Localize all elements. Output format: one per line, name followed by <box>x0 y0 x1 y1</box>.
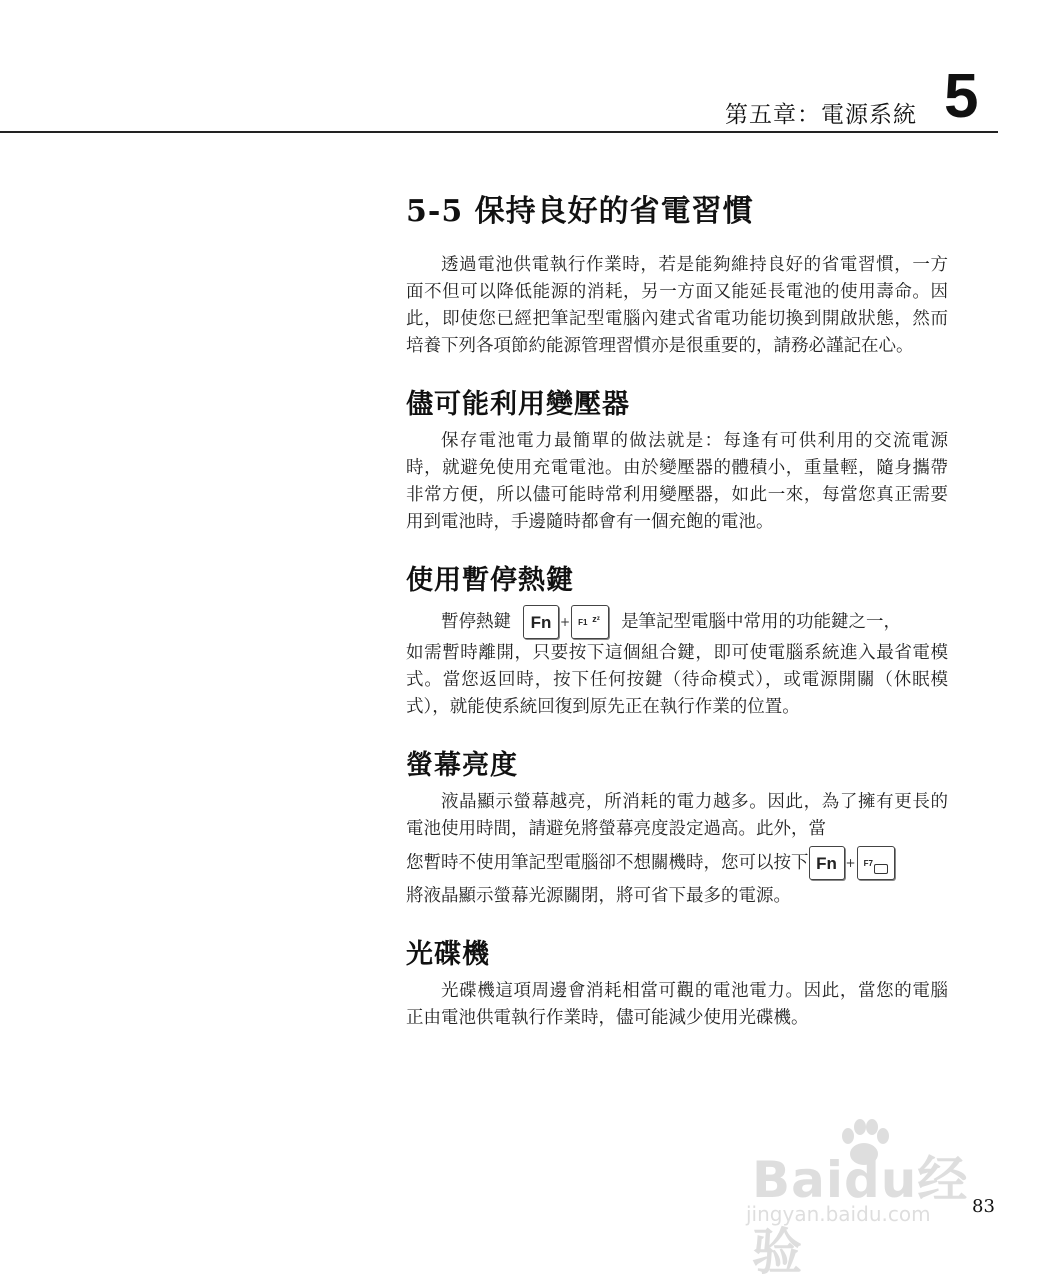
brightness-text-rest: 將液晶顯示螢幕光源關閉，將可省下最多的電源。 <box>406 886 791 906</box>
sleep-zz-icon: zᶻ <box>592 614 601 624</box>
fn-key-label: Fn <box>816 853 837 873</box>
brightness-key-line <box>406 843 948 883</box>
hotkey-text-rest: 如需暫時離開，只要按下這個組合鍵，即可使電腦系統進入最省電模式。當您返回時，按下任何按鍵（待命模式），或電源開關（休眠模式），就能使系統回復到原先正在執行作業的位置。 <box>406 643 948 717</box>
hotkey-line <box>406 604 948 640</box>
subsection-body-adapter: 保存電池電力最簡單的做法就是：每逢有可供利用的交流電源時，就避免使用充電電池。由於變壓器的體積小，重量輕，隨身攜帶非常方便，所以儘可能時常利用變壓器，如此一來，每當您真正需要用到電池時，手邊隨時都會有一個充飽的電池。 <box>406 431 948 532</box>
section-intro: 透過電池供電執行作業時，若是能夠維持良好的省電習慣，一方面不但可以降低能源的消耗，另一方面又能延長電池的使用壽命。因此，即使您已經把筆記型電腦內建式省電功能切換到開啟狀態，然而培養下列各項節約能源管理習慣亦是很重要的，請務必謹記在心。 <box>406 255 948 356</box>
section-title: 5-5 保持良好的省電習慣 <box>406 194 754 229</box>
fn-key-icon <box>523 605 559 639</box>
subsection-body-brightness <box>406 789 948 910</box>
subsection-title-suspend-hotkey: 使用暫停熱鍵 <box>406 565 574 596</box>
chapter-number: 5 <box>944 62 979 131</box>
fn-key-label: Fn <box>530 612 552 632</box>
brightness-text-before: 液晶顯示螢幕越亮，所消耗的電力越多。因此，為了擁有更長的電池使用時間，請避免將螢幕亮度設定過高。此外，當 <box>406 792 948 839</box>
subsection-title-optical-drive: 光碟機 <box>406 939 490 970</box>
f7-display-off-key-icon <box>857 846 895 880</box>
baidu-watermark <box>738 1120 998 1281</box>
subsection-title-adapter: 儘可能利用變壓器 <box>406 389 630 420</box>
subsection-body-optical-drive: 光碟機這項周邊會消耗相當可觀的電池電力。因此，當您的電腦正由電池供電執行作業時，儘可能減少使用光碟機。 <box>406 981 948 1028</box>
subsection-title-brightness: 螢幕亮度 <box>406 750 518 781</box>
f1-sleep-key-icon <box>571 605 609 639</box>
fn-key-icon <box>809 846 845 880</box>
plus-sign: + <box>560 614 571 629</box>
page-content <box>406 186 948 1058</box>
subsection-body-suspend-hotkey <box>406 604 948 721</box>
hotkey-text-after: 是筆記型電腦中常用的功能鍵之一， <box>621 611 902 632</box>
f1-key-label: F1 <box>578 618 588 627</box>
page-number: 83 <box>972 1196 995 1217</box>
brightness-text-line3: 您暫時不使用筆記型電腦卻不想關機時，您可以按下 <box>406 852 809 873</box>
f7-key-label: F7 <box>863 859 873 868</box>
monitor-icon <box>874 864 888 874</box>
watermark-sub: jingyan.baidu.com <box>746 1202 931 1226</box>
hotkey-text-before: 暫停熱鍵 <box>441 611 511 632</box>
page-header <box>0 0 1057 140</box>
watermark-main: Baidu经验 <box>752 1151 969 1281</box>
plus-sign: + <box>845 855 856 870</box>
chapter-title: 第五章：電源系統 <box>725 102 917 128</box>
header-rule <box>0 131 998 133</box>
